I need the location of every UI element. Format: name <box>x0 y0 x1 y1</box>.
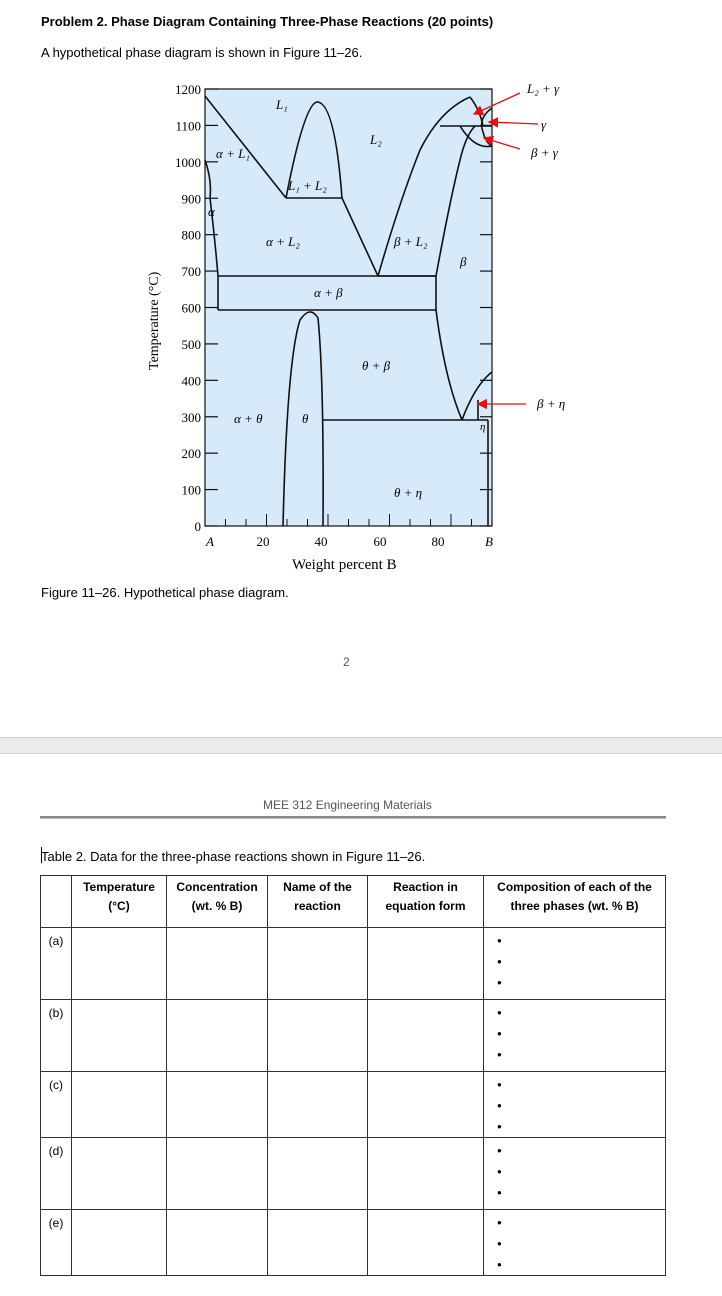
label-eta: η <box>480 421 486 433</box>
composition-bullets <box>484 1074 665 1137</box>
y-tick-label: 0 <box>194 519 201 534</box>
label-alpha-theta: α + θ <box>234 411 263 426</box>
concentration-cell[interactable] <box>167 1138 268 1210</box>
label-alpha-L2: α + L₂ <box>266 234 300 249</box>
equation-cell[interactable] <box>368 1138 484 1210</box>
header-concentration: Concentration (wt. % B) <box>167 876 268 928</box>
label-theta-beta: θ + β <box>362 358 391 373</box>
reactions-table <box>40 875 666 1276</box>
x-tick-label: 80 <box>431 534 445 549</box>
row-label: (c) <box>41 1072 72 1138</box>
running-header: MEE 312 Engineering Materials <box>263 798 432 812</box>
problem-intro: A hypothetical phase diagram is shown in Figure 11–26. <box>41 45 363 60</box>
table-row <box>41 1138 666 1210</box>
callout-L2-gamma: L₂ + γ <box>527 81 560 96</box>
x-tick-label: 20 <box>256 534 270 549</box>
reaction-name-cell[interactable] <box>268 1000 368 1072</box>
x-tick-label: 40 <box>314 534 328 549</box>
bullet-item[interactable] <box>497 1002 665 1023</box>
bullet-item[interactable] <box>497 1254 665 1275</box>
bullet-item[interactable] <box>497 1116 665 1137</box>
row-label: (a) <box>41 928 72 1000</box>
y-tick-label: 200 <box>181 446 201 462</box>
label-theta-eta: θ + η <box>394 485 423 500</box>
y-tick-label: 500 <box>181 336 201 352</box>
composition-bullets <box>484 1140 665 1203</box>
bullet-item[interactable] <box>497 930 665 951</box>
composition-bullets <box>484 930 665 993</box>
composition-cell[interactable] <box>484 928 666 1000</box>
bullet-item[interactable] <box>497 1182 665 1203</box>
x-tick-label: A <box>206 534 214 549</box>
composition-bullets <box>484 1212 665 1275</box>
composition-cell[interactable] <box>484 1000 666 1072</box>
header-reaction-name: Name of the reaction <box>268 876 368 928</box>
page-number: 2 <box>343 655 350 669</box>
label-theta: θ <box>302 411 309 426</box>
table-caption: Table 2. Data for the three-phase reactions shown in Figure 11–26. <box>41 849 426 864</box>
bullet-item[interactable] <box>497 1140 665 1161</box>
bullet-item[interactable] <box>497 1023 665 1044</box>
bullet-item[interactable] <box>497 1212 665 1233</box>
x-axis-label: Weight percent B <box>292 557 397 573</box>
y-tick-label: 100 <box>181 482 201 498</box>
reaction-name-cell[interactable] <box>268 1138 368 1210</box>
table-row <box>41 1210 666 1276</box>
header-temperature: Temperature (°C) <box>72 876 167 928</box>
y-axis-label: Temperature (°C) <box>147 271 162 370</box>
y-tick-label: 300 <box>181 409 201 425</box>
composition-cell[interactable] <box>484 1072 666 1138</box>
figure-caption: Figure 11–26. Hypothetical phase diagram. <box>41 585 289 600</box>
temperature-cell[interactable] <box>72 1210 167 1276</box>
phase-diagram <box>0 0 722 600</box>
header-reaction-equation: Reaction in equation form <box>368 876 484 928</box>
x-tick-label: B <box>485 534 493 549</box>
temperature-cell[interactable] <box>72 1072 167 1138</box>
callout-beta-eta: β + η <box>537 396 566 411</box>
bullet-item[interactable] <box>497 1095 665 1116</box>
bullet-item[interactable] <box>497 1074 665 1095</box>
y-tick-label: 1100 <box>175 118 201 134</box>
x-tick-label: 60 <box>373 534 387 549</box>
composition-cell[interactable] <box>484 1138 666 1210</box>
header-blank <box>41 876 72 928</box>
reaction-name-cell[interactable] <box>268 1072 368 1138</box>
composition-bullets <box>484 1002 665 1065</box>
label-L1-L2: L₁ + L₂ <box>288 178 327 193</box>
header-composition: Composition of each of the three phases (wt. % B) <box>484 876 666 928</box>
bullet-item[interactable] <box>497 1233 665 1254</box>
y-tick-label: 1000 <box>175 154 201 170</box>
table-row <box>41 1000 666 1072</box>
concentration-cell[interactable] <box>167 1000 268 1072</box>
row-label: (d) <box>41 1138 72 1210</box>
reaction-name-cell[interactable] <box>268 928 368 1000</box>
y-tick-label: 900 <box>181 191 201 207</box>
callout-labels <box>526 81 565 411</box>
y-tick-label: 600 <box>181 300 201 316</box>
bullet-item[interactable] <box>497 951 665 972</box>
concentration-cell[interactable] <box>167 1210 268 1276</box>
label-L2: L₂ <box>370 132 382 147</box>
y-tick-label: 800 <box>181 227 201 243</box>
row-label: (e) <box>41 1210 72 1276</box>
header-rule <box>40 816 666 819</box>
temperature-cell[interactable] <box>72 928 167 1000</box>
y-tick-label: 400 <box>181 373 201 389</box>
callout-beta-gamma: β + γ <box>531 145 558 160</box>
problem-heading: Problem 2. Phase Diagram Containing Three-Phase Reactions (20 points) <box>41 14 494 29</box>
bullet-item[interactable] <box>497 1161 665 1182</box>
y-tick-label: 700 <box>181 264 201 280</box>
composition-cell[interactable] <box>484 1210 666 1276</box>
label-alpha: α <box>208 204 215 219</box>
label-beta: β <box>460 254 467 269</box>
label-L1: L₁ <box>276 97 288 112</box>
equation-cell[interactable] <box>368 1000 484 1072</box>
temperature-cell[interactable] <box>72 1000 167 1072</box>
table-row <box>41 928 666 1000</box>
callout-gamma: γ <box>541 117 547 132</box>
concentration-cell[interactable] <box>167 928 268 1000</box>
y-tick-label: 1200 <box>175 82 201 97</box>
table-row <box>41 1072 666 1138</box>
equation-cell[interactable] <box>368 1072 484 1138</box>
bullet-item[interactable] <box>497 1044 665 1065</box>
label-beta-L2: β + L₂ <box>394 234 428 249</box>
label-alpha-L1: α + L₁ <box>216 146 250 161</box>
equation-cell[interactable] <box>368 1210 484 1276</box>
bullet-item[interactable] <box>497 972 665 993</box>
concentration-cell[interactable] <box>167 1072 268 1138</box>
equation-cell[interactable] <box>368 928 484 1000</box>
row-label: (b) <box>41 1000 72 1072</box>
temperature-cell[interactable] <box>72 1138 167 1210</box>
label-alpha-beta: α + β <box>314 285 343 300</box>
page-break <box>0 737 722 754</box>
reaction-name-cell[interactable] <box>268 1210 368 1276</box>
